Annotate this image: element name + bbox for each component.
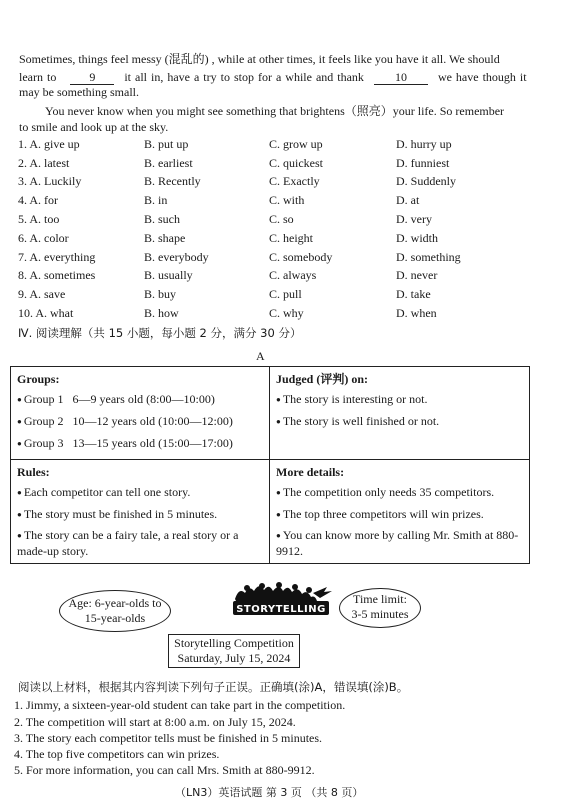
question-2: 2. The competition will start at 8:00 a.m. on July 15, 2024. xyxy=(14,715,296,729)
option-row xyxy=(18,193,558,211)
question-5: 5. For more information, you can call Mrs. Smith at 880-9912. xyxy=(14,763,315,777)
option-row xyxy=(18,212,558,230)
group-item: ● Group 1 6—9 years old (8:00—10:00) xyxy=(17,389,263,411)
question-1: 1. Jimmy, a sixteen-year-old student can take part in the competition. xyxy=(14,698,346,712)
option-b[interactable]: B. Recently xyxy=(144,174,201,188)
judged-title: Judged (评判) on: xyxy=(276,372,369,386)
competition-title: Storytelling Competition xyxy=(174,636,294,650)
option-a[interactable]: 9. A. save xyxy=(18,287,66,301)
option-a[interactable]: 8. A. sometimes xyxy=(18,268,96,282)
option-c[interactable]: C. always xyxy=(269,268,317,282)
option-a[interactable]: 5. A. too xyxy=(18,212,60,226)
option-c[interactable]: C. Exactly xyxy=(269,174,320,188)
crowd-silhouette-icon xyxy=(235,582,332,603)
storytelling-logo xyxy=(227,579,337,623)
option-b[interactable]: B. everybody xyxy=(144,250,209,264)
time-line: 3-5 minutes xyxy=(351,607,409,621)
groups-title: Groups: xyxy=(17,372,60,386)
passage-text: Sometimes, things feel messy (混乱的) , while at other times, it feels like you have it all. We should xyxy=(19,52,500,66)
age-line: 15-year-olds xyxy=(84,611,146,625)
option-c[interactable]: C. with xyxy=(269,193,305,207)
detail-item: ● The top three competitors will win prizes. xyxy=(276,504,523,526)
detail-item: ● The competition only needs 35 competitors. xyxy=(276,482,523,504)
option-b[interactable]: B. earliest xyxy=(144,156,193,170)
time-ellipse xyxy=(339,588,421,628)
option-a[interactable]: 10. A. what xyxy=(18,306,74,320)
passage-text: we have though it xyxy=(437,70,527,84)
group-item: ● Group 3 13—15 years old (15:00—17:00) xyxy=(17,433,263,455)
group-item: ● Group 2 10—12 years old (10:00—12:00) xyxy=(17,411,263,433)
option-d[interactable]: D. funniest xyxy=(396,156,450,170)
option-b[interactable]: B. in xyxy=(144,193,168,207)
option-a[interactable]: 7. A. everything xyxy=(18,250,96,264)
groups-cell xyxy=(11,367,270,460)
info-table xyxy=(10,366,530,564)
rules-title: Rules: xyxy=(17,465,50,479)
option-b[interactable]: B. how xyxy=(144,306,179,320)
option-b[interactable]: B. put up xyxy=(144,137,189,151)
option-a[interactable]: 3. A. Luckily xyxy=(18,174,82,188)
question-4: 4. The top five competitors can win prizes. xyxy=(14,747,220,761)
option-c[interactable]: C. grow up xyxy=(269,137,323,151)
option-row xyxy=(18,231,558,249)
rules-cell xyxy=(11,460,270,564)
option-d[interactable]: D. hurry up xyxy=(396,137,452,151)
age-line: Age: 6-year-olds to xyxy=(68,596,162,610)
blank-9[interactable]: 9 xyxy=(70,70,114,85)
option-b[interactable]: B. such xyxy=(144,212,180,226)
rule-item: ● Each competitor can tell one story. xyxy=(17,482,263,504)
option-row xyxy=(18,174,558,192)
section-title: Ⅳ. 阅读理解（共 15 小题，每小题 2 分，满分 30 分） xyxy=(18,326,302,340)
passage-line-5: to smile and look up at the sky. xyxy=(19,120,169,134)
time-line: Time limit: xyxy=(353,592,407,606)
age-ellipse xyxy=(59,590,171,632)
judged-item: ● The story is well finished or not. xyxy=(276,411,523,433)
rule-item: ● The story must be finished in 5 minutes. xyxy=(17,504,263,526)
passage-line-2 xyxy=(19,70,527,85)
option-d[interactable]: D. something xyxy=(396,250,461,264)
details-title: More details: xyxy=(276,465,345,479)
judged-cell xyxy=(270,367,530,460)
option-d[interactable]: D. width xyxy=(396,231,438,245)
option-c[interactable]: C. somebody xyxy=(269,250,333,264)
option-row xyxy=(18,137,558,155)
option-c[interactable]: C. pull xyxy=(269,287,302,301)
competition-box xyxy=(168,634,300,668)
details-cell xyxy=(270,460,530,564)
passage-text: it all in, have a try to stop for a while and thank xyxy=(124,70,364,84)
option-c[interactable]: C. height xyxy=(269,231,313,245)
option-c[interactable]: C. why xyxy=(269,306,304,320)
option-a[interactable]: 6. A. color xyxy=(18,231,69,245)
option-c[interactable]: C. quickest xyxy=(269,156,323,170)
rule-item: ● The story can be a fairy tale, a real story or a made-up story. xyxy=(17,528,263,559)
passage-text: learn to xyxy=(19,70,57,84)
option-d[interactable]: D. when xyxy=(396,306,437,320)
question-3: 3. The story each competitor tells must be finished in 5 minutes. xyxy=(14,731,323,745)
passage-line-1 xyxy=(19,52,500,66)
passage-letter: A xyxy=(256,349,265,363)
blank-10[interactable]: 10 xyxy=(374,70,428,85)
option-row xyxy=(18,250,558,268)
detail-item: ● You can know more by calling Mr. Smith at 880-9912. xyxy=(276,528,523,559)
option-d[interactable]: D. Suddenly xyxy=(396,174,456,188)
logo-text: STORYTELLING xyxy=(236,604,326,615)
judged-item: ● The story is interesting or not. xyxy=(276,389,523,411)
option-row xyxy=(18,287,558,305)
option-a[interactable]: 2. A. latest xyxy=(18,156,70,170)
option-d[interactable]: D. at xyxy=(396,193,420,207)
option-b[interactable]: B. buy xyxy=(144,287,177,301)
option-a[interactable]: 4. A. for xyxy=(18,193,58,207)
option-row xyxy=(18,268,558,286)
option-b[interactable]: B. usually xyxy=(144,268,193,282)
passage-line-3: may be something small. xyxy=(19,85,139,99)
page-footer: （LN3）英语试题 第 3 页 （共 8 页） xyxy=(175,786,364,799)
option-d[interactable]: D. take xyxy=(396,287,431,301)
option-d[interactable]: D. never xyxy=(396,268,438,282)
option-a[interactable]: 1. A. give up xyxy=(18,137,80,151)
instruction: 阅读以上材料，根据其内容判读下列句子正误。正确填(涂)A，错误填(涂)B。 xyxy=(18,680,409,694)
competition-date: Saturday, July 15, 2024 xyxy=(177,651,291,665)
option-row xyxy=(18,306,558,324)
option-b[interactable]: B. shape xyxy=(144,231,186,245)
option-row xyxy=(18,156,558,174)
option-c[interactable]: C. so xyxy=(269,212,294,226)
option-d[interactable]: D. very xyxy=(396,212,432,226)
passage-line-4: You never know when you might see something that brightens（照亮）your life. So remember xyxy=(45,104,505,118)
